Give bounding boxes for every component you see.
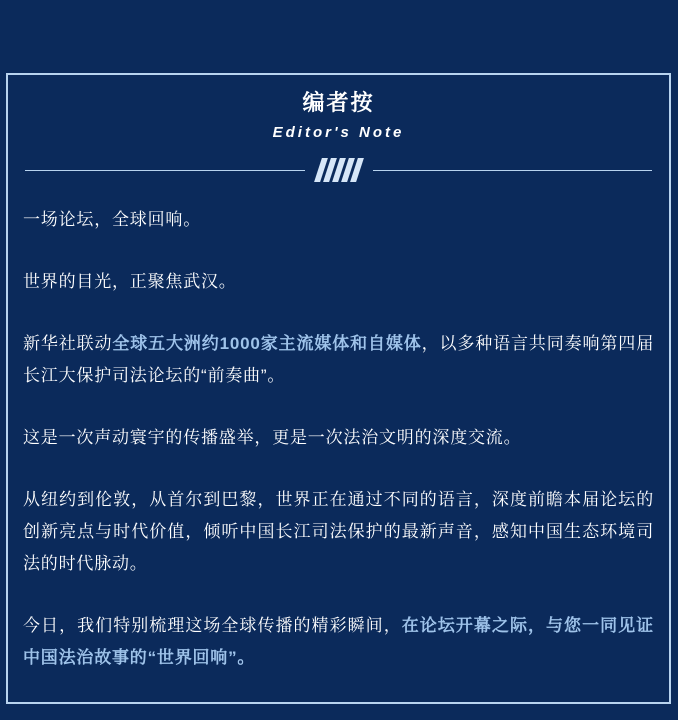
divider-slash-bars-icon — [318, 158, 360, 182]
editors-note-card — [6, 73, 671, 704]
paragraph-1 — [23, 204, 654, 236]
paragraph-text: 今日，我们特别梳理这场全球传播的精彩瞬间， — [23, 616, 402, 635]
paragraph-text: 世界的目光，正聚焦武汉。 — [23, 272, 237, 291]
card-title: 编者按 — [302, 90, 375, 115]
paragraph-text: 一场论坛，全球回响。 — [23, 210, 201, 229]
paragraph-5 — [23, 484, 654, 580]
divider-line-left — [25, 170, 305, 171]
divider-line-right — [373, 170, 653, 171]
highlighted-text: 在论坛开幕之际，与您一同见证中国法治故事的“世界回响”。 — [23, 616, 654, 667]
article-body — [23, 204, 654, 674]
paragraph-6 — [23, 610, 654, 674]
highlighted-text: 全球五大洲约1000家主流媒体和自媒体 — [112, 334, 422, 353]
paragraph-4 — [23, 422, 654, 454]
paragraph-text: 这是一次声动寰宇的传播盛举，更是一次法治文明的深度交流。 — [23, 428, 522, 447]
paragraph-2 — [23, 266, 654, 298]
paragraph-text: 从纽约到伦敦，从首尔到巴黎，世界正在通过不同的语言，深度前瞻本届论坛的创新亮点与时代价值，倾听中国长江司法保护的最新声音，感知中国生态环境司法的时代脉动。 — [23, 490, 654, 573]
card-subtitle-en: Editor's Note — [272, 124, 405, 141]
paragraph-3 — [23, 328, 654, 392]
paragraph-text: ，以多种语言共同奏响第四届长江大保护司法论坛的“前奏曲”。 — [23, 334, 654, 385]
section-divider — [25, 158, 652, 182]
paragraph-text: 新华社联动 — [23, 334, 113, 353]
